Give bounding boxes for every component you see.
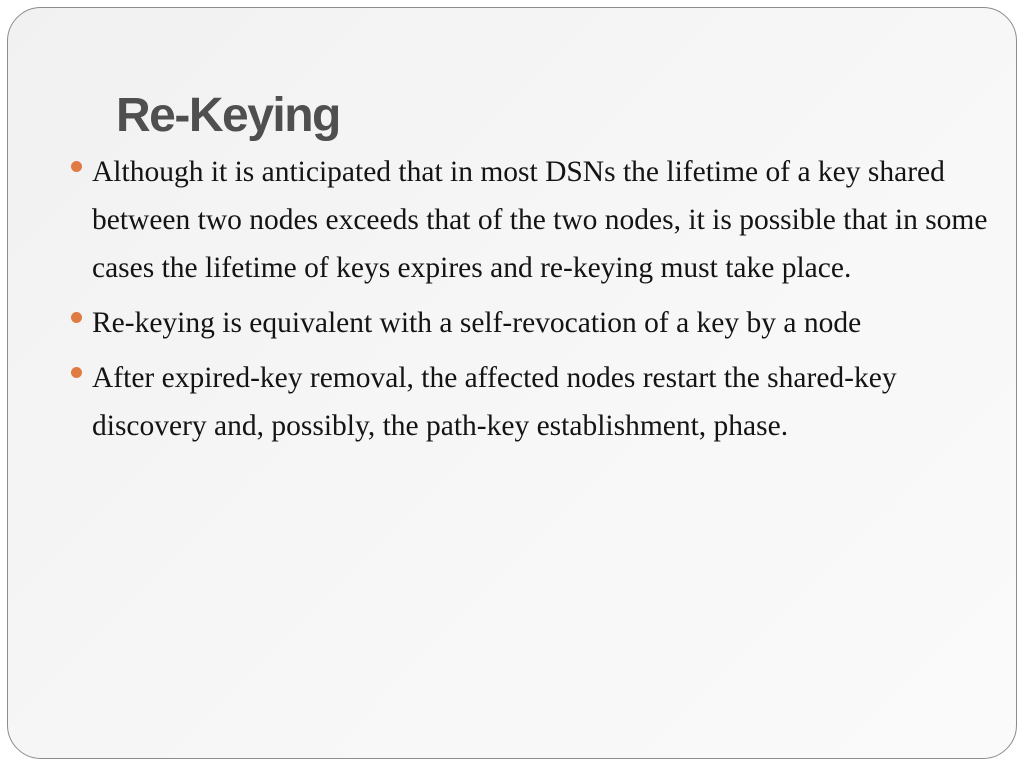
slide-title: Re-Keying [116,89,340,142]
bullet-dot-icon [71,312,82,323]
bullet-text: After expired-key removal, the affected nodes restart the shared-key discovery and, possibly, the path-key establishment, phase. [92,362,897,442]
bullet-item [92,299,992,347]
bullet-dot-icon [71,367,82,378]
bullet-text: Re-keying is equivalent with a self-revocation of a key by a node [92,307,862,339]
bullet-text: Although it is anticipated that in most DSNs the lifetime of a key shared between two nodes exceeds that of the two nodes, it is possible that in some cases the lifetime of keys expires and re-keying must take place. [92,156,988,284]
bullet-list [92,148,992,457]
bullet-dot-icon [71,161,82,172]
slide-frame [7,7,1017,759]
bullet-item [92,148,992,292]
bullet-item [92,354,992,450]
